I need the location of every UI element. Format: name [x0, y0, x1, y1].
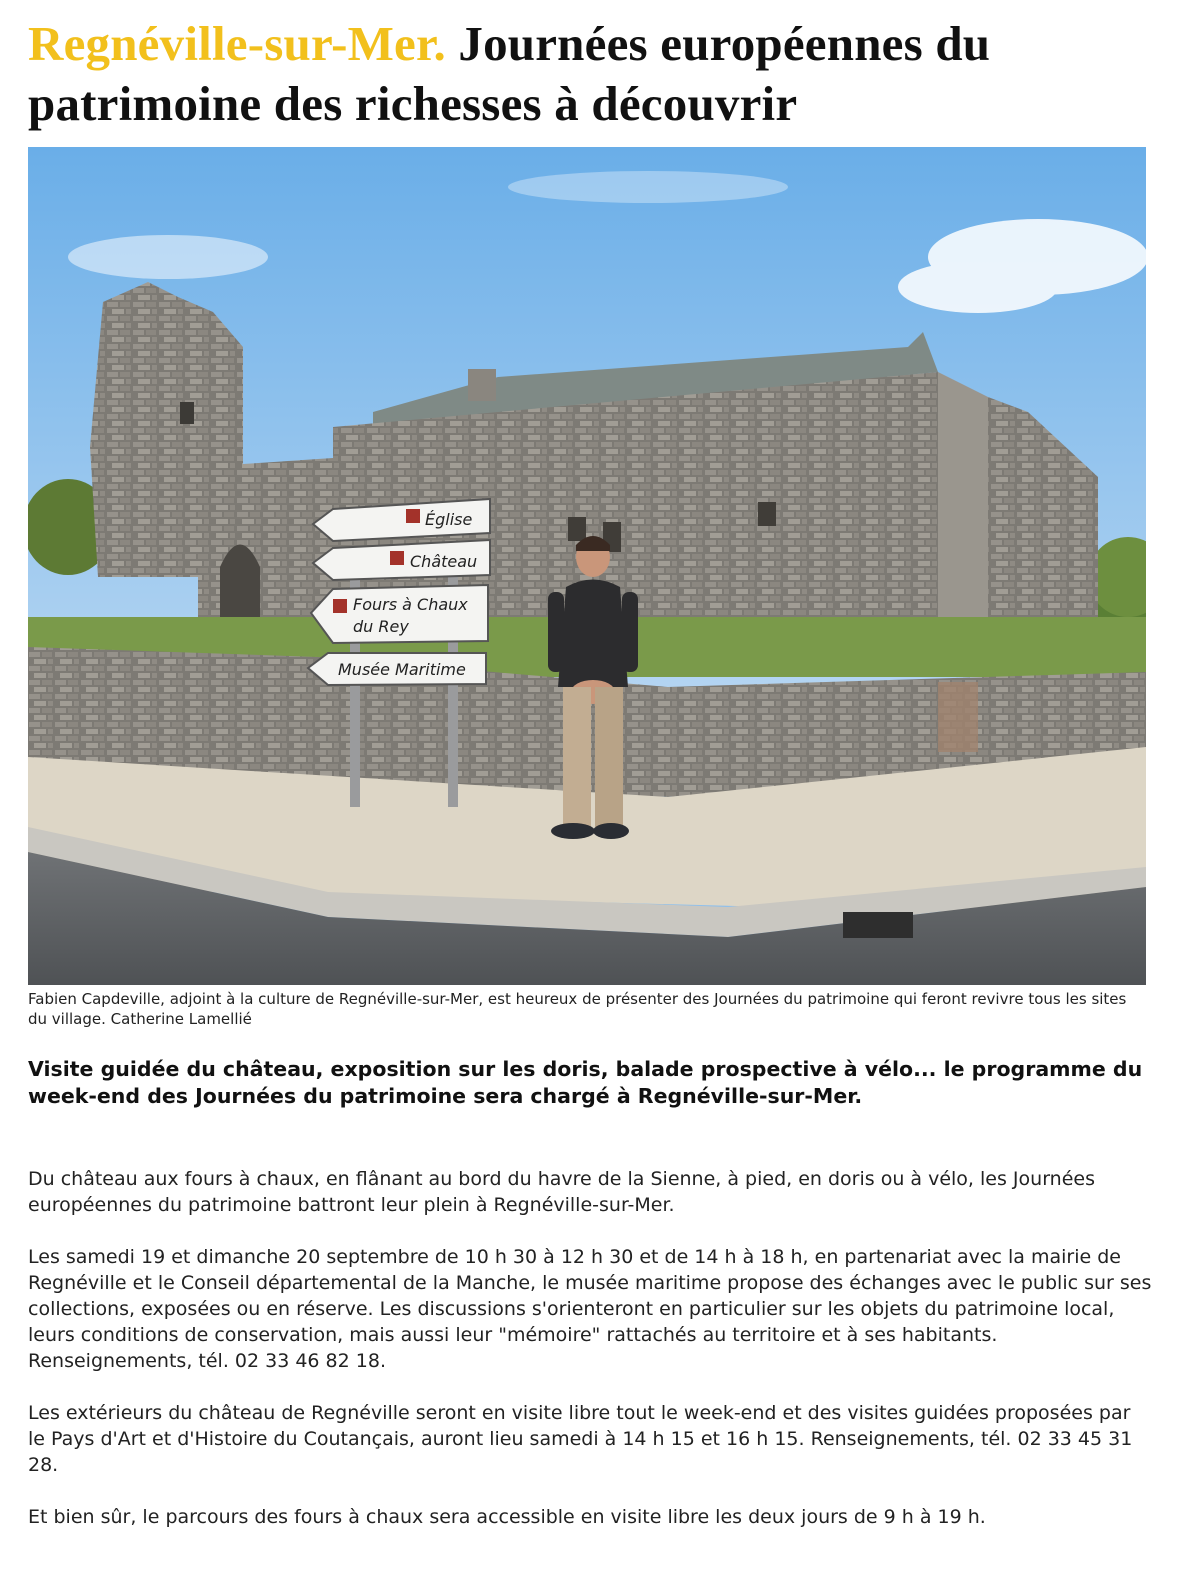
castle-photo: [28, 147, 1146, 985]
headline-kicker: Regnéville-sur-Mer.: [28, 16, 446, 71]
drain-grate: [843, 912, 913, 938]
headline-title: Journées européennes du patrimoine des richesses à découvrir: [28, 16, 991, 131]
article-paragraph: Et bien sûr, le parcours des fours à chaux sera accessible en visite libre les deux jours de 9 h à 19 h.: [28, 1506, 986, 1528]
sign-text: Église: [425, 510, 473, 529]
article-paragraph: Du château aux fours à chaux, en flânant au bord du havre de la Sienne, à pied, en doris ou à vélo, les Journées européennes du patrimoine battront leur plein à Regnéville-sur-Mer.: [28, 1168, 1095, 1216]
article: [28, 14, 1158, 1528]
sign-icon: [390, 551, 404, 565]
sign-text: Fours à Chaux: [353, 595, 468, 614]
headline: [28, 14, 1158, 134]
article-paragraph: Les extérieurs du château de Regnéville seront en visite libre tout le week-end et des visites guidées proposées par le Pays d'Art et d'Histoire du Coutançais, auront lieu samedi à 14 h 15 et 16 h 15. Renseignements, tél. 02 33 45 31 28.: [28, 1402, 1133, 1476]
sign-icon: [333, 599, 347, 613]
sign-musee-maritime: [308, 653, 486, 685]
article-photo: [28, 147, 1146, 985]
article-body: [28, 1166, 1153, 1556]
article-paragraph: Les samedi 19 et dimanche 20 septembre de 10 h 30 à 12 h 30 et de 14 h à 18 h, en partenariat avec la mairie de Regnéville et le Conseil départemental de la Manche, le musée maritime propose des échanges avec le public sur ses collections, exposées ou en réserve. Les discussions s'orienteront en particulier sur les objets du patrimoine local, leurs conditions de conservation, mais aussi leur "mémoire" rattachés au territoire et à ses habitants. Renseignements, tél. 02 33 46 82 18.: [28, 1246, 1152, 1372]
sign-text: Musée Maritime: [338, 660, 466, 679]
sign-fours-a-chaux: [311, 585, 488, 643]
photo-caption: Fabien Capdeville, adjoint à la culture de Regnéville-sur-Mer, est heureux de présenter des Journées du patrimoine qui feront revivre tous les sites du village. Catherine Lamellié: [28, 990, 1127, 1028]
sign-text: Château: [410, 552, 478, 571]
sign-icon: [406, 509, 420, 523]
sign-text: du Rey: [353, 617, 409, 636]
article-lead: Visite guidée du château, exposition sur les doris, balade prospective à vélo... le programme du week-end des Journées du patrimoine sera chargé à Regnéville-sur-Mer.: [28, 1057, 1143, 1108]
